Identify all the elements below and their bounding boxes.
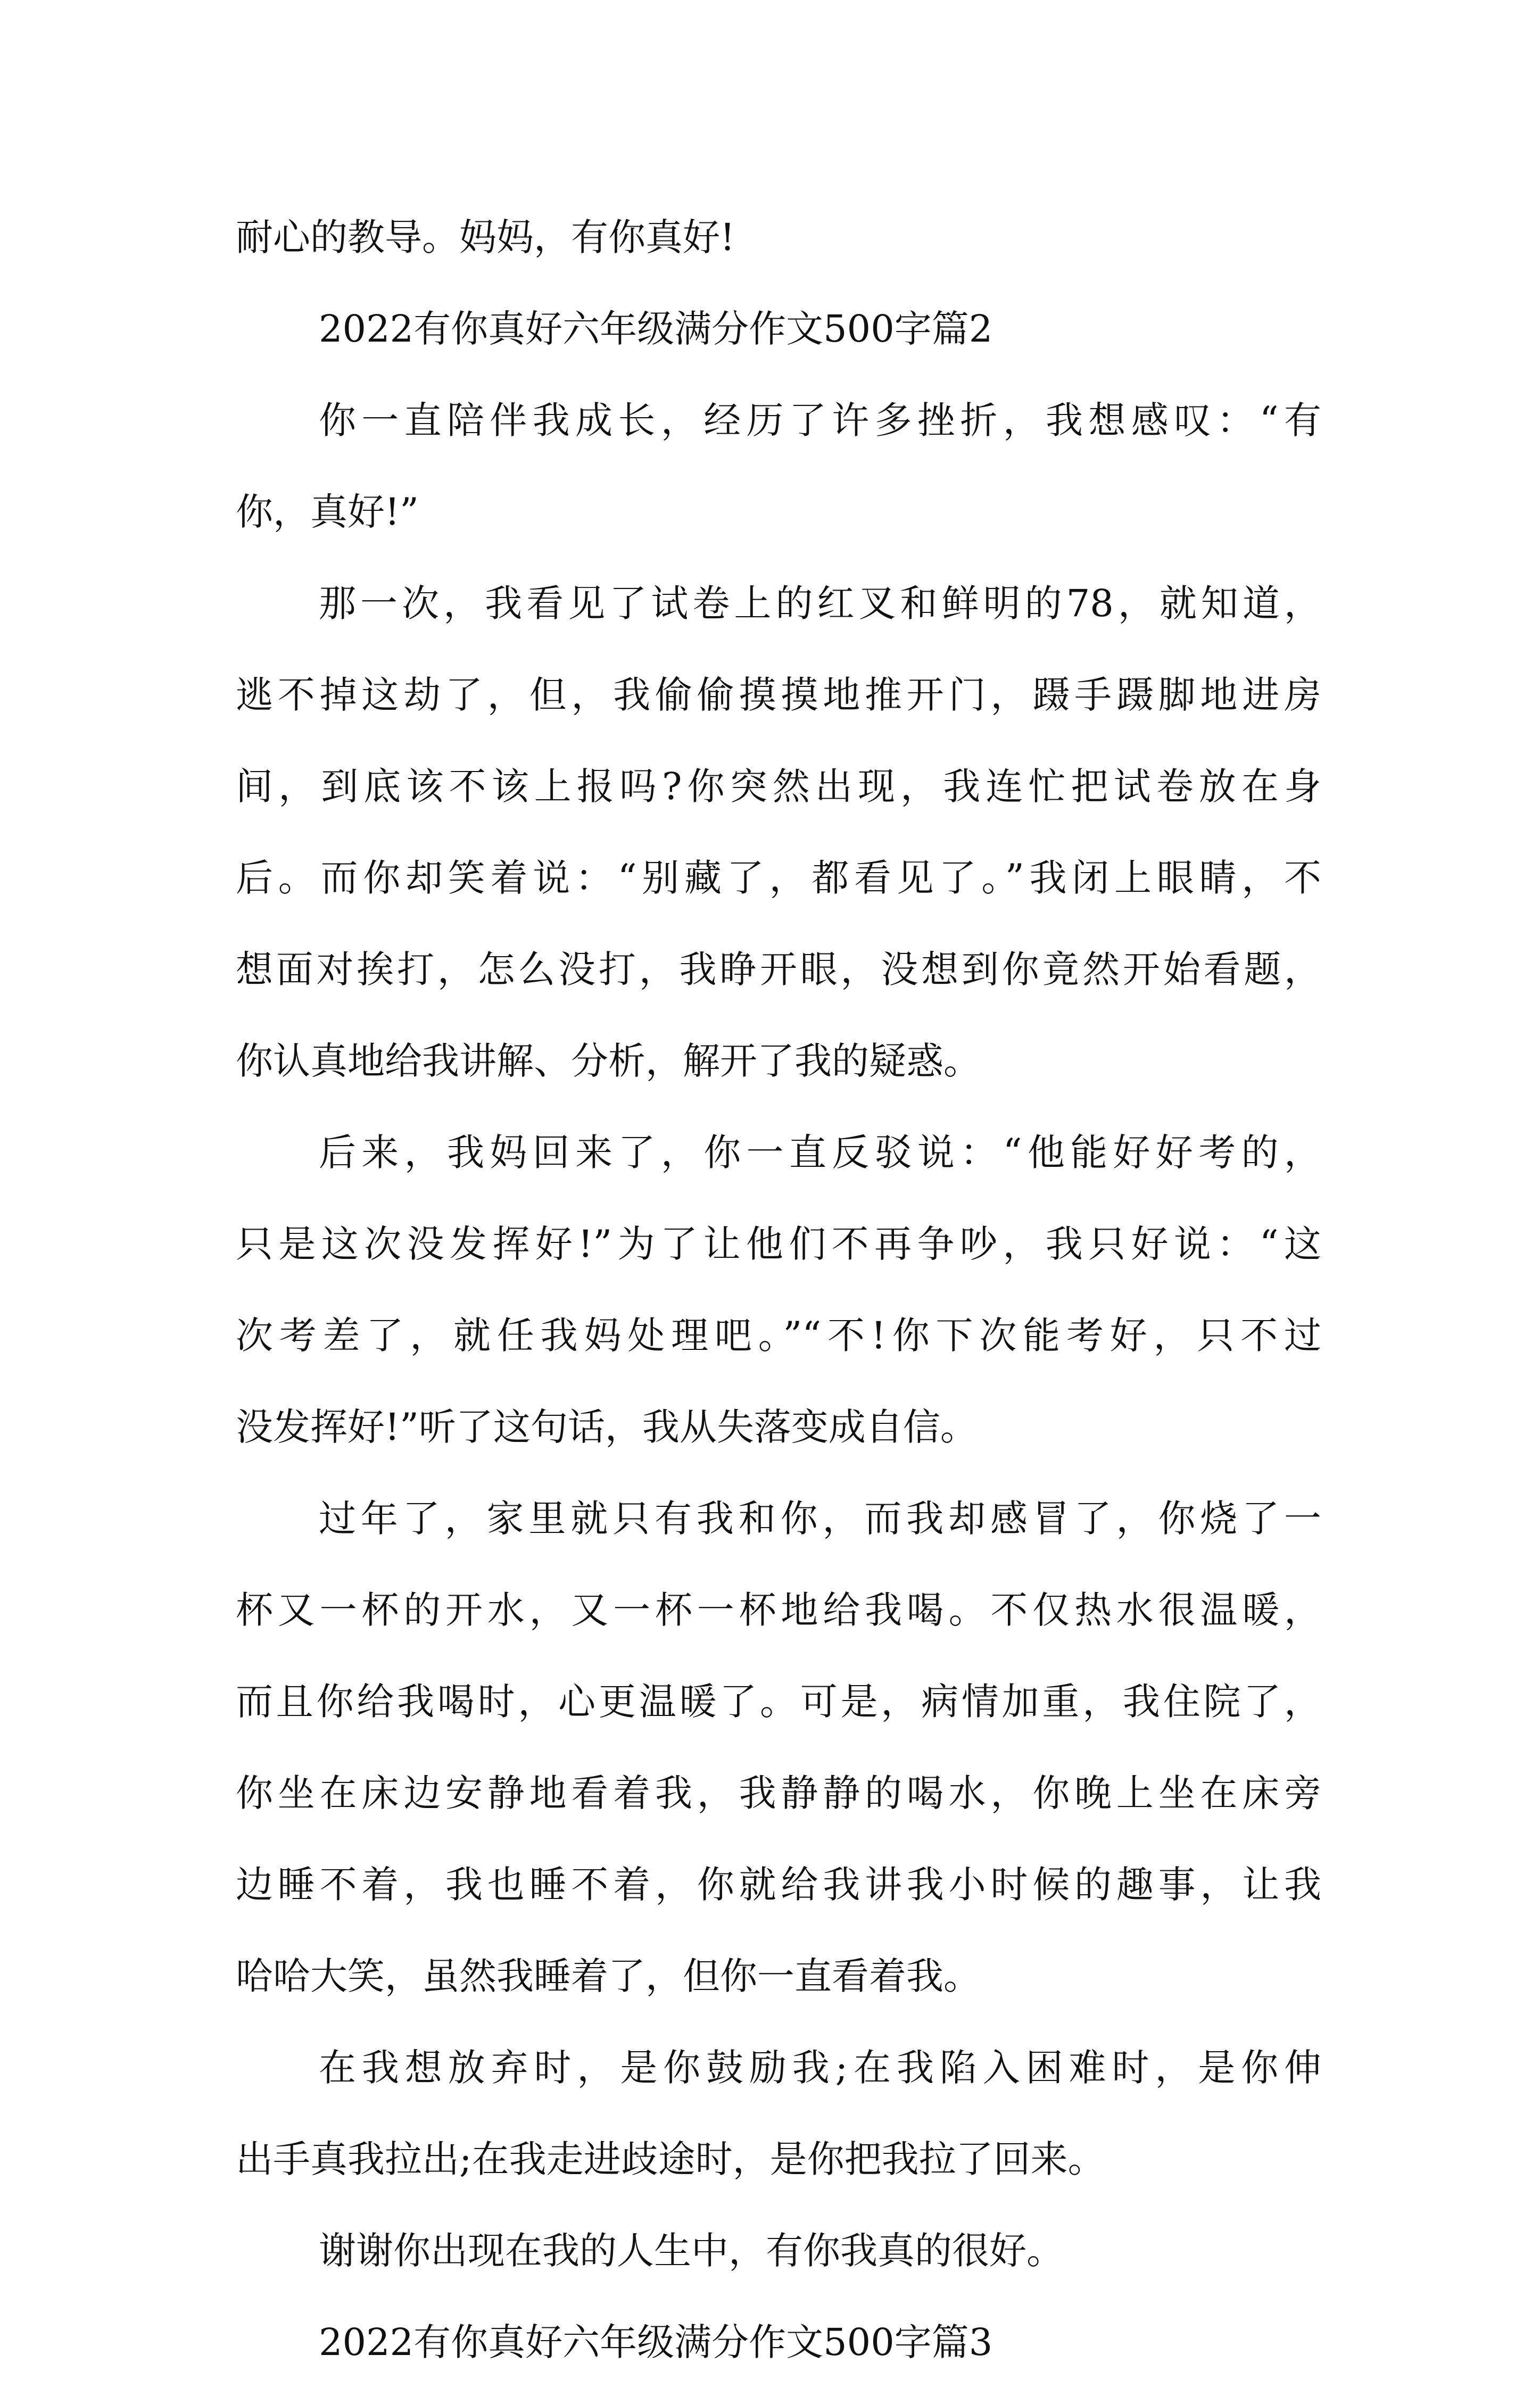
text-line: 杯又一杯的开水，又一杯一杯地给我喝。不仅热水很温暖，	[236, 1588, 1321, 1632]
text-line: 边睡不着，我也睡不着，你就给我讲我小时候的趣事，让我	[236, 1863, 1321, 1906]
text-line: 在我想放弃时，是你鼓励我;在我陷入困难时，是你伸	[319, 2046, 1321, 2090]
text-line: 次考差了，就任我妈处理吧。”“不!你下次能考好，只不过	[236, 1314, 1321, 1357]
paragraph-encouragement	[236, 2022, 1321, 2205]
text-line: 间，到底该不该上报吗?你突然出现，我连忙把试卷放在身	[236, 765, 1321, 808]
text-line: 哈哈大笑，虽然我睡着了，但你一直看着我。	[236, 1954, 981, 1998]
text-line: 后来，我妈回来了，你一直反驳说：“他能好好考的，	[319, 1131, 1321, 1174]
heading-text: 2022有你真好六年级满分作文500字篇3	[319, 2320, 993, 2364]
text-line: 逃不掉这劫了，但，我偷偷摸摸地推开门，蹑手蹑脚地进房	[236, 673, 1321, 717]
paragraph-mom-returns	[236, 1107, 1321, 1473]
text-line: 谢谢你出现在我的人生中，有你我真的很好。	[319, 2229, 1064, 2273]
text-line: 没发挥好!”听了这句话，我从失落变成自信。	[236, 1405, 978, 1449]
text-line: 而且你给我喝时，心更温暖了。可是，病情加重，我住院了，	[236, 1680, 1321, 1723]
text-line: 过年了，家里就只有我和你，而我却感冒了，你烧了一	[319, 1497, 1321, 1540]
text-line: 只是这次没发挥好!”为了让他们不再争吵，我只好说：“这	[236, 1222, 1321, 1266]
paragraph-exam	[236, 558, 1321, 1107]
paragraph-new-year	[236, 1473, 1321, 2022]
section-heading-2	[236, 283, 1321, 375]
section-heading-3	[236, 2296, 1321, 2388]
heading-text: 2022有你真好六年级满分作文500字篇2	[319, 307, 993, 351]
paragraph-intro	[236, 375, 1321, 558]
text-line: 耐心的教导。妈妈，有你真好!	[236, 215, 735, 259]
paragraph-thanks	[236, 2205, 1321, 2296]
text-line: 出手真我拉出;在我走进歧途时，是你把我拉了回来。	[236, 2137, 1105, 2181]
text-line: 后。而你却笑着说：“别藏了，都看见了。”我闭上眼睛，不	[236, 856, 1321, 900]
text-line: 想面对挨打，怎么没打，我睁开眼，没想到你竟然开始看题，	[236, 948, 1321, 991]
paragraph-closing-line	[236, 192, 1321, 283]
text-line: 你，真好!”	[236, 490, 419, 534]
text-line: 你坐在床边安静地看着我，我静静的喝水，你晚上坐在床旁	[236, 1771, 1321, 1815]
text-line: 你认真地给我讲解、分析，解开了我的疑惑。	[236, 1039, 981, 1083]
text-line: 你一直陪伴我成长，经历了许多挫折，我想感叹：“有	[319, 399, 1321, 442]
text-line: 那一次，我看见了试卷上的红叉和鲜明的78，就知道，	[319, 582, 1321, 625]
document-body	[236, 192, 1321, 2388]
